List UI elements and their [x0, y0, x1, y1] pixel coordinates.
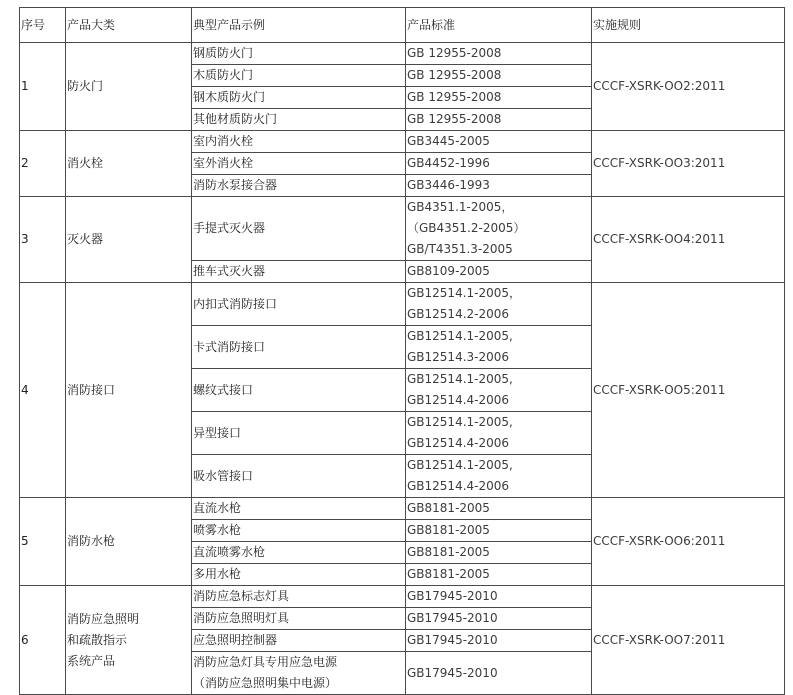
product-name-line: 螺纹式接口	[193, 382, 254, 397]
product-name-line: 手提式灭火器	[193, 221, 266, 235]
standard-cell	[406, 652, 592, 695]
product-example-cell	[192, 586, 406, 608]
standard-line: GB3446-1993	[407, 178, 490, 192]
standard-cell	[406, 283, 592, 326]
implementation-rule-cell: CCCF-XSRK-OO2:2011	[592, 43, 785, 131]
product-name-line: 推车式灭火器	[193, 264, 266, 278]
standard-line: GB4452-1996	[407, 156, 490, 170]
standard-line: GB4351.1-2005，	[407, 200, 514, 214]
product-name-line: 直流水枪	[193, 501, 242, 515]
implementation-rule-cell: CCCF-XSRK-OO3:2011	[592, 131, 785, 197]
table-row	[20, 43, 785, 65]
header-index: 序号	[20, 8, 66, 43]
product-example-cell	[192, 564, 406, 586]
product-example-cell	[192, 369, 406, 412]
product-example-cell	[192, 87, 406, 109]
standard-line: GB12514.4-2006	[407, 393, 510, 407]
product-name-line: 其他材质防火门	[193, 112, 278, 126]
standard-line: GB17945-2010	[407, 665, 498, 680]
standard-line: GB12514.1-2005,	[407, 458, 513, 472]
standard-line: GB8109-2005	[407, 264, 490, 278]
product-name-line: 钢木质防火门	[193, 90, 266, 104]
product-name-line: 木质防火门	[193, 68, 254, 82]
standard-cell	[406, 261, 592, 283]
table-row	[20, 131, 785, 153]
standard-line: GB3445-2005	[407, 134, 490, 148]
implementation-rule-cell: CCCF-XSRK-OO7:2011	[592, 586, 785, 695]
product-name-line: 室内消火栓	[193, 134, 254, 148]
product-name-line: 直流喷雾水枪	[193, 545, 266, 559]
standard-cell	[406, 412, 592, 455]
product-example-cell	[192, 109, 406, 131]
standard-line: GB17945-2010	[407, 611, 498, 625]
product-example-cell	[192, 412, 406, 455]
standard-cell	[406, 175, 592, 197]
header-standard: 产品标准	[406, 8, 592, 43]
standard-cell	[406, 87, 592, 109]
category-cell	[66, 283, 192, 498]
category-line: 和疏散指示	[67, 632, 128, 647]
standard-line: GB12514.4-2006	[407, 436, 510, 450]
standard-line: GB8181-2005	[407, 501, 490, 515]
category-line: 系统产品	[67, 653, 116, 668]
product-example-cell	[192, 175, 406, 197]
category-line: 消火栓	[67, 156, 104, 170]
row-index: 1	[20, 43, 66, 131]
product-name-line: 卡式消防接口	[193, 339, 266, 354]
standard-line: GB12514.1-2005,	[407, 415, 513, 429]
standard-line: GB12514.2-2006	[407, 307, 510, 321]
standard-cell	[406, 326, 592, 369]
standard-line: GB12514.3-2006	[407, 350, 510, 364]
standard-line: GB17945-2010	[407, 633, 498, 647]
standard-cell	[406, 369, 592, 412]
table-row	[20, 283, 785, 326]
product-example-cell	[192, 520, 406, 542]
product-name-line: 消防应急照明灯具	[193, 611, 290, 625]
standard-cell	[406, 564, 592, 586]
category-line: 消防应急照明	[67, 611, 140, 626]
standard-cell	[406, 65, 592, 87]
standard-line: GB12514.1-2005,	[407, 372, 513, 386]
product-name-line: 喷雾水枪	[193, 523, 242, 537]
header-row	[20, 8, 785, 43]
table-row	[20, 197, 785, 261]
category-line: 消防接口	[67, 382, 116, 397]
standard-cell	[406, 197, 592, 261]
product-example-cell	[192, 608, 406, 630]
product-example-cell	[192, 153, 406, 175]
category-cell	[66, 197, 192, 283]
standard-cell	[406, 153, 592, 175]
product-name-line: 应急照明控制器	[193, 633, 278, 647]
product-name-line: 室外消火栓	[193, 156, 254, 170]
product-name-line: 消防应急标志灯具	[193, 589, 290, 603]
standard-line: GB8181-2005	[407, 567, 490, 581]
category-line: 灭火器	[67, 232, 104, 246]
row-index: 3	[20, 197, 66, 283]
row-index: 2	[20, 131, 66, 197]
standard-cell	[406, 131, 592, 153]
header-rule: 实施规则	[592, 8, 785, 43]
product-name-line: 吸水管接口	[193, 468, 254, 483]
category-cell	[66, 498, 192, 586]
standard-line: GB8181-2005	[407, 523, 490, 537]
standard-cell	[406, 608, 592, 630]
product-name-line: 异型接口	[193, 425, 242, 440]
product-example-cell	[192, 261, 406, 283]
standard-cell	[406, 498, 592, 520]
table-row	[20, 498, 785, 520]
row-index: 4	[20, 283, 66, 498]
product-name-line: 内扣式消防接口	[193, 296, 278, 311]
product-name-line: 多用水枪	[193, 567, 242, 581]
category-cell	[66, 586, 192, 695]
standard-cell	[406, 109, 592, 131]
standard-line: GB12514.1-2005,	[407, 329, 513, 343]
standard-cell	[406, 520, 592, 542]
row-index: 6	[20, 586, 66, 695]
product-example-cell	[192, 630, 406, 652]
product-example-cell	[192, 326, 406, 369]
standard-line: GB12514.1-2005，	[407, 286, 522, 300]
row-index: 5	[20, 498, 66, 586]
product-name-line: 消防应急灯具专用应急电源	[193, 655, 338, 669]
product-example-cell	[192, 197, 406, 261]
standard-line: （GB4351.2-2005）	[407, 221, 526, 235]
product-example-cell	[192, 65, 406, 87]
product-example-cell	[192, 131, 406, 153]
standard-cell	[406, 630, 592, 652]
category-cell	[66, 43, 192, 131]
implementation-rule-cell: CCCF-XSRK-OO5:2011	[592, 283, 785, 498]
standard-line: GB17945-2010	[407, 589, 498, 603]
category-cell	[66, 131, 192, 197]
standard-line: GB12514.4-2006	[407, 479, 510, 493]
table-row	[20, 586, 785, 608]
product-name-line: （消防应急照明集中电源）	[193, 676, 338, 690]
implementation-rule-cell: CCCF-XSRK-OO4:2011	[592, 197, 785, 283]
standard-line: GB 12955-2008	[407, 112, 502, 126]
product-example-cell	[192, 283, 406, 326]
standard-cell	[406, 586, 592, 608]
product-example-cell	[192, 542, 406, 564]
standard-line: GB 12955-2008	[407, 90, 502, 104]
product-example-cell	[192, 652, 406, 695]
product-name-line: 消防水泵接合器	[193, 178, 278, 192]
implementation-rule-cell: CCCF-XSRK-OO6:2011	[592, 498, 785, 586]
standard-line: GB 12955-2008	[407, 46, 502, 60]
category-line: 防火门	[67, 79, 104, 93]
standard-line: GB8181-2005	[407, 545, 490, 559]
product-example-cell	[192, 43, 406, 65]
standard-line: GB/T4351.3-2005	[407, 242, 513, 256]
header-category: 产品大类	[66, 8, 192, 43]
standard-cell	[406, 542, 592, 564]
product-name-line: 钢质防火门	[193, 46, 254, 60]
table-body	[20, 43, 785, 695]
standard-line: GB 12955-2008	[407, 68, 502, 82]
product-standards-table	[19, 7, 785, 695]
product-example-cell	[192, 498, 406, 520]
category-line: 消防水枪	[67, 534, 116, 548]
standard-cell	[406, 43, 592, 65]
standard-cell	[406, 455, 592, 498]
product-example-cell	[192, 455, 406, 498]
header-example: 典型产品示例	[192, 8, 406, 43]
